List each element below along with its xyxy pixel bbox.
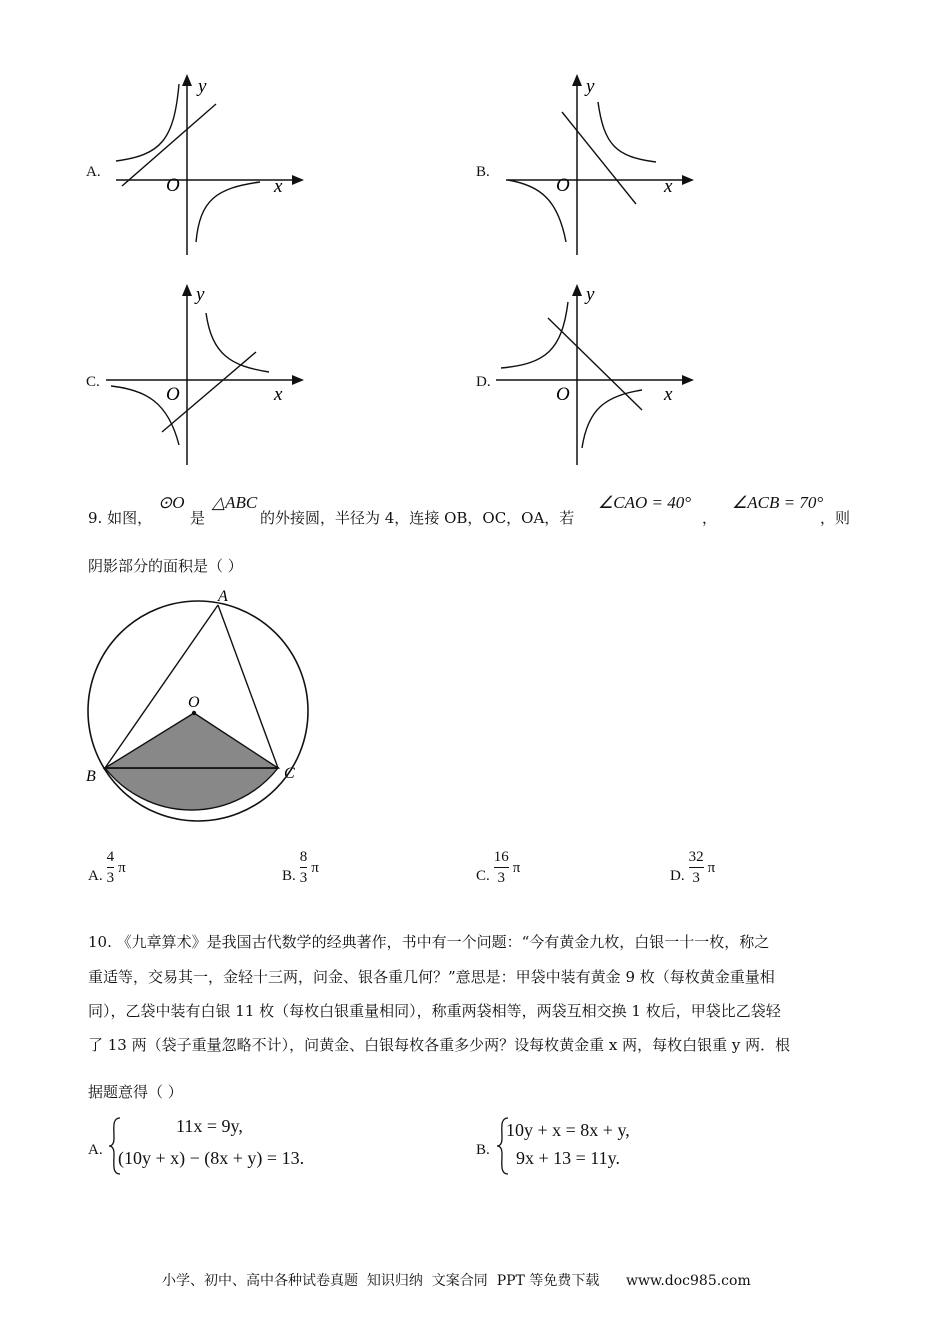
question-9-line-2: 阴影部分的面积是（ ） xyxy=(88,557,243,575)
pi-symbol: π xyxy=(118,860,126,876)
graph-option-b xyxy=(476,70,706,260)
graph-b-figure xyxy=(496,70,706,260)
x-axis-label: x xyxy=(664,176,673,197)
page-footer: 小学、初中、高中各种试卷真题 知识归纳 文案合同 PPT 等免费下载 www.doc985.com xyxy=(162,1273,751,1289)
q9-option-c xyxy=(476,848,520,887)
numerator: 8 xyxy=(299,849,308,865)
y-axis-label: y xyxy=(586,284,595,305)
q9-option-a xyxy=(88,848,126,887)
pi-symbol: π xyxy=(311,860,319,876)
circle-symbol: ⊙O xyxy=(158,493,185,512)
x-axis-label: x xyxy=(274,384,283,405)
question-10-line-4: 了 13 两（袋子重量忽略不计），问黄金、白银每枚各重多少两？设每枚黄金重 x 两，每枚白银重 y 两．根 xyxy=(88,1036,791,1054)
x-axis-label: x xyxy=(274,176,283,197)
pi-symbol: π xyxy=(512,860,521,876)
option-label: B. xyxy=(476,164,490,180)
q9-option-d xyxy=(670,848,715,887)
option-label: C. xyxy=(86,374,100,390)
fraction xyxy=(300,848,308,887)
fraction xyxy=(107,848,115,887)
comma: ， xyxy=(702,509,718,527)
option-label: D. xyxy=(476,374,491,390)
option-label: A. xyxy=(86,164,101,180)
denominator: 3 xyxy=(497,870,506,886)
x-axis-label: x xyxy=(664,384,673,405)
angle-cao: ∠CAO = 40° xyxy=(598,493,692,512)
graph-c-figure xyxy=(106,280,316,470)
question-number: 9. 如图， xyxy=(88,509,153,527)
point-b-label: B xyxy=(86,768,96,785)
option-label: A. xyxy=(88,1142,103,1158)
graph-d-figure xyxy=(496,280,706,470)
q9-option-b xyxy=(282,848,319,887)
y-axis-label: y xyxy=(586,76,595,97)
graph-option-d xyxy=(476,280,706,470)
origin-label: O xyxy=(556,384,570,405)
option-label: B. xyxy=(476,1142,490,1158)
y-axis-label: y xyxy=(196,284,205,305)
question-10-line-1: 10. 《九章算术》是我国古代数学的经典著作，书中有一个问题：“今有黄金九枚，白银一十一枚，称之 xyxy=(88,933,770,951)
equation-2: (10y + x) − (8x + y) = 13. xyxy=(118,1148,305,1168)
origin-label: O xyxy=(556,175,570,196)
equation-1: 11x = 9y, xyxy=(176,1116,243,1136)
origin-label: O xyxy=(166,175,180,196)
numerator: 32 xyxy=(688,849,704,865)
fraction xyxy=(494,848,509,887)
option-label: B. xyxy=(282,868,296,884)
option-label: C. xyxy=(476,868,490,884)
denominator: 3 xyxy=(692,870,700,886)
point-a-label: A xyxy=(218,588,228,605)
numerator: 16 xyxy=(493,849,509,865)
question-10-line-3: 同），乙袋中装有白银 11 枚（每枚白银重量相同），称重两袋相等，两袋互相交换 1 枚后，甲袋比乙袋轻 xyxy=(88,1002,781,1020)
graph-option-c xyxy=(86,280,316,470)
question-9-text: 的外接圆，半径为 4，连接 OB，OC，OA，若 xyxy=(260,509,575,527)
question-9-line-1 xyxy=(88,508,152,528)
equation-1: 10y + x = 8x + y, xyxy=(506,1120,630,1140)
point-o-label: O xyxy=(188,694,200,711)
question-10-line-5: 据题意得（ ） xyxy=(88,1083,183,1101)
question-10-line-2: 重适等，交易其一，金轻十三两，问金、银各重几何？”意思是：甲袋中装有黄金 9 枚（每枚黄金重量相 xyxy=(88,968,775,986)
angle-acb: ∠ACB = 70° xyxy=(732,493,824,512)
equation-2: 9x + 13 = 11y. xyxy=(516,1148,620,1168)
option-label: A. xyxy=(88,868,103,884)
numerator: 4 xyxy=(106,849,115,865)
denominator: 3 xyxy=(299,870,308,886)
is-text: 是 xyxy=(190,509,206,527)
q10-option-b xyxy=(476,1114,726,1178)
fraction xyxy=(689,848,704,887)
q10-option-a xyxy=(88,1114,418,1178)
y-axis-label: y xyxy=(198,76,207,97)
question-9-end: ，则 xyxy=(820,509,851,527)
circle-diagram xyxy=(80,585,320,825)
triangle-symbol: △ABC xyxy=(212,493,258,512)
origin-label: O xyxy=(166,384,180,405)
option-label: D. xyxy=(670,868,685,884)
pi-symbol: π xyxy=(707,860,716,876)
graph-option-a xyxy=(86,70,316,260)
graph-a-figure xyxy=(106,70,316,260)
point-c-label: C xyxy=(284,765,295,782)
denominator: 3 xyxy=(106,870,115,886)
